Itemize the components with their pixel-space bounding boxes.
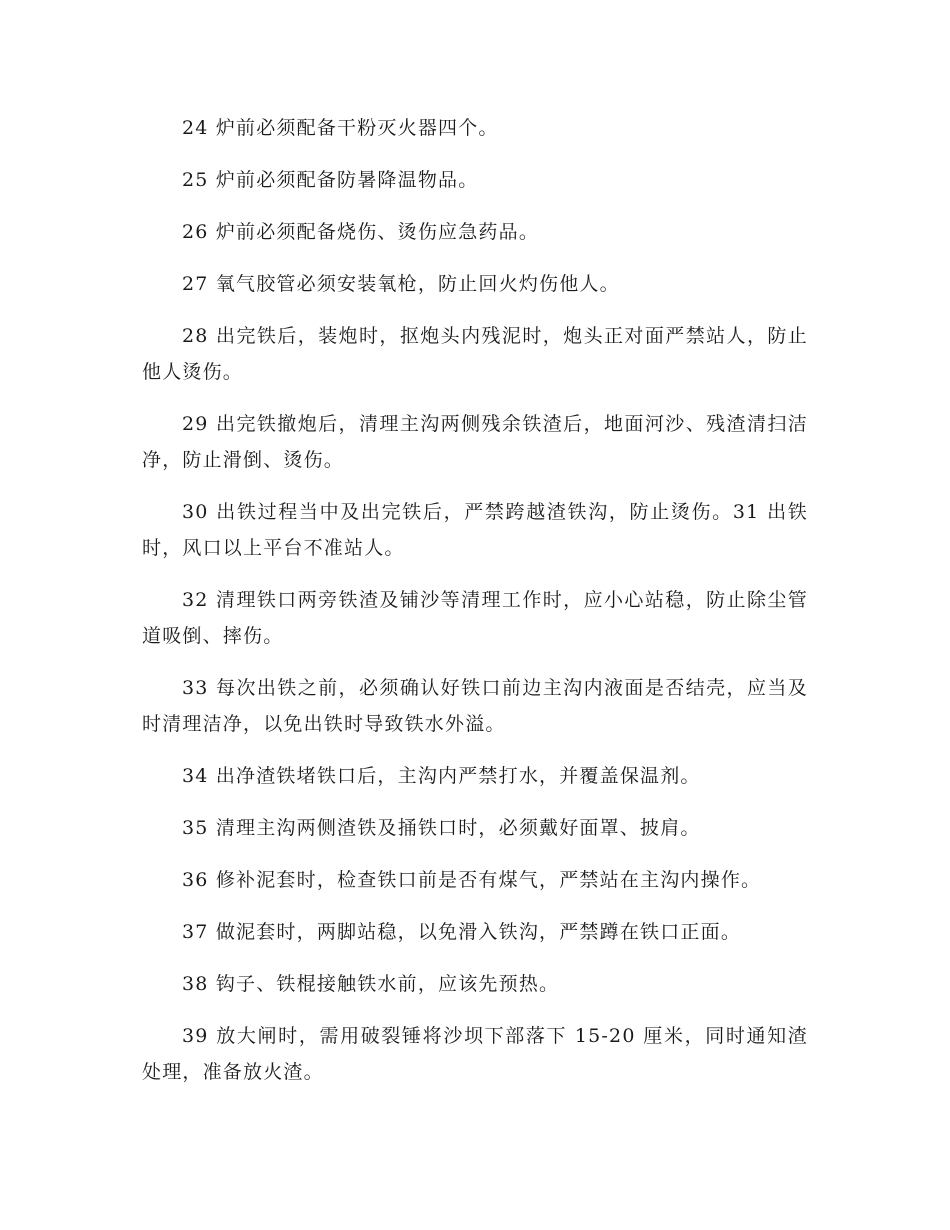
rule-paragraph-39: 39 放大闸时，需用破裂锤将沙坝下部落下 15-20 厘米，同时通知渣处理，准备放火渣。: [142, 1025, 808, 1083]
rule-paragraph-25: 25 炉前必须配备防暑降温物品。: [182, 169, 479, 191]
rule-paragraph-27: 27 氧气胶管必须安装氧枪，防止回火灼伤他人。: [182, 273, 620, 295]
rule-paragraph-28: 28 出完铁后，装炮时，抠炮头内残泥时，炮头正对面严禁站人，防止他人烫伤。: [142, 325, 808, 383]
rule-paragraph-24: 24 炉前必须配备干粉灭火器四个。: [182, 117, 499, 139]
rule-paragraph-34: 34 出净渣铁堵铁口后，主沟内严禁打水，并覆盖保温剂。: [182, 765, 701, 787]
rule-paragraph-35: 35 清理主沟两侧渣铁及捅铁口时，必须戴好面罩、披肩。: [182, 817, 701, 839]
document-body: [142, 110, 808, 1106]
rule-paragraph-33: 33 每次出铁之前，必须确认好铁口前边主沟内液面是否结壳，应当及时清理洁净，以免出铁时导致铁水外溢。: [142, 677, 808, 735]
rule-paragraph-37: 37 做泥套时，两脚站稳，以免滑入铁沟，严禁蹲在铁口正面。: [182, 921, 742, 943]
rule-paragraph-30-31: 30 出铁过程当中及出完铁后，严禁跨越渣铁沟，防止烫伤。31 出铁时，风口以上平台不准站人。: [142, 501, 808, 559]
rule-paragraph-29: 29 出完铁撤炮后，清理主沟两侧残余铁渣后，地面河沙、残渣清扫洁净，防止滑倒、烫伤。: [142, 413, 808, 471]
rule-paragraph-36: 36 修补泥套时，检查铁口前是否有煤气，严禁站在主沟内操作。: [182, 869, 762, 891]
rule-paragraph-32: 32 清理铁口两旁铁渣及铺沙等清理工作时，应小心站稳，防止除尘管道吸倒、摔伤。: [142, 589, 808, 647]
rule-paragraph-38: 38 钩子、铁棍接触铁水前，应该先预热。: [182, 973, 560, 995]
rule-paragraph-26: 26 炉前必须配备烧伤、烫伤应急药品。: [182, 221, 540, 243]
